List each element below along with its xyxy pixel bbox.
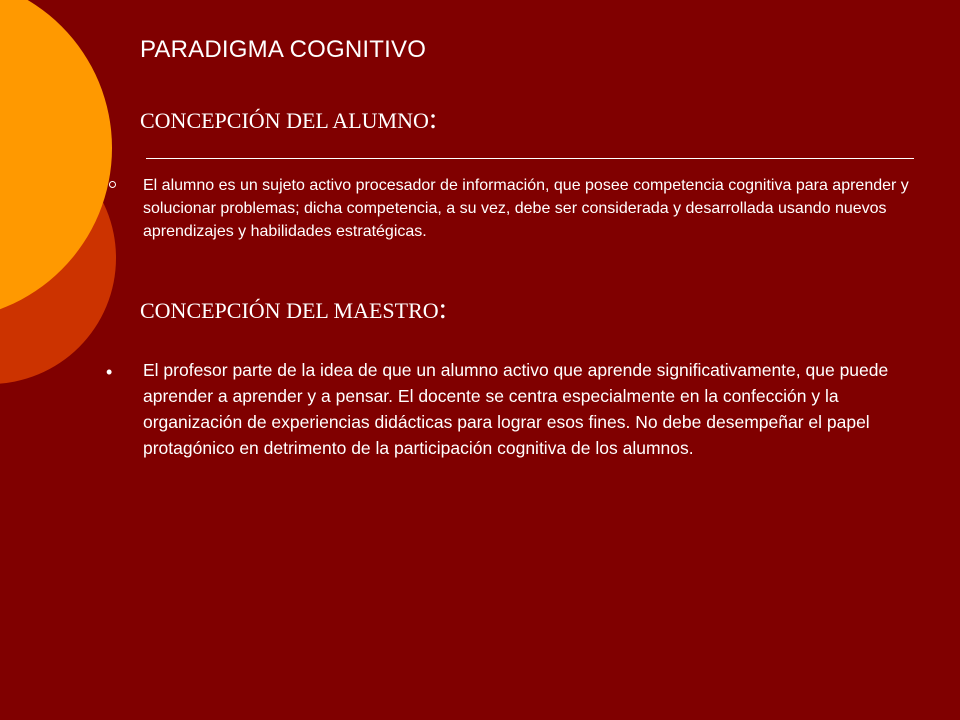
paragraph-alumno: El alumno es un sujeto activo procesador de información, que posee competencia cognitiva para aprender y solucionar problemas; dicha competencia, a su vez, debe ser considerada y desarrollada usando nuevos aprendizajes y habilidades estratégicas.: [143, 177, 909, 240]
heading-alumno-colon: :: [428, 102, 438, 135]
divider-line: [146, 158, 914, 159]
heading-alumno-text: CONCEPCIÓN DEL ALUMNO: [140, 108, 429, 133]
paragraph-maestro: El profesor parte de la idea de que un alumno activo que aprende significativamente, que puede aprender a aprender y a pensar. El docente se centra especialmente en la confección y la organización de experiencias didácticas para lograr esos fines. No debe desempeñar el papel protagónico en detrimento de la participación cognitiva de los alumnos.: [143, 360, 889, 458]
heading-concepcion-alumno: [140, 102, 438, 135]
heading-maestro-text: CONCEPCIÓN DEL MAESTRO: [140, 298, 439, 323]
slide-title: PARADIGMA COGNITIVO: [140, 36, 427, 63]
bullet-dot-icon: •: [106, 362, 113, 382]
heading-concepcion-maestro: [140, 292, 447, 325]
hollow-circle-bullet-icon: [109, 181, 116, 188]
heading-maestro-colon: :: [438, 292, 447, 325]
